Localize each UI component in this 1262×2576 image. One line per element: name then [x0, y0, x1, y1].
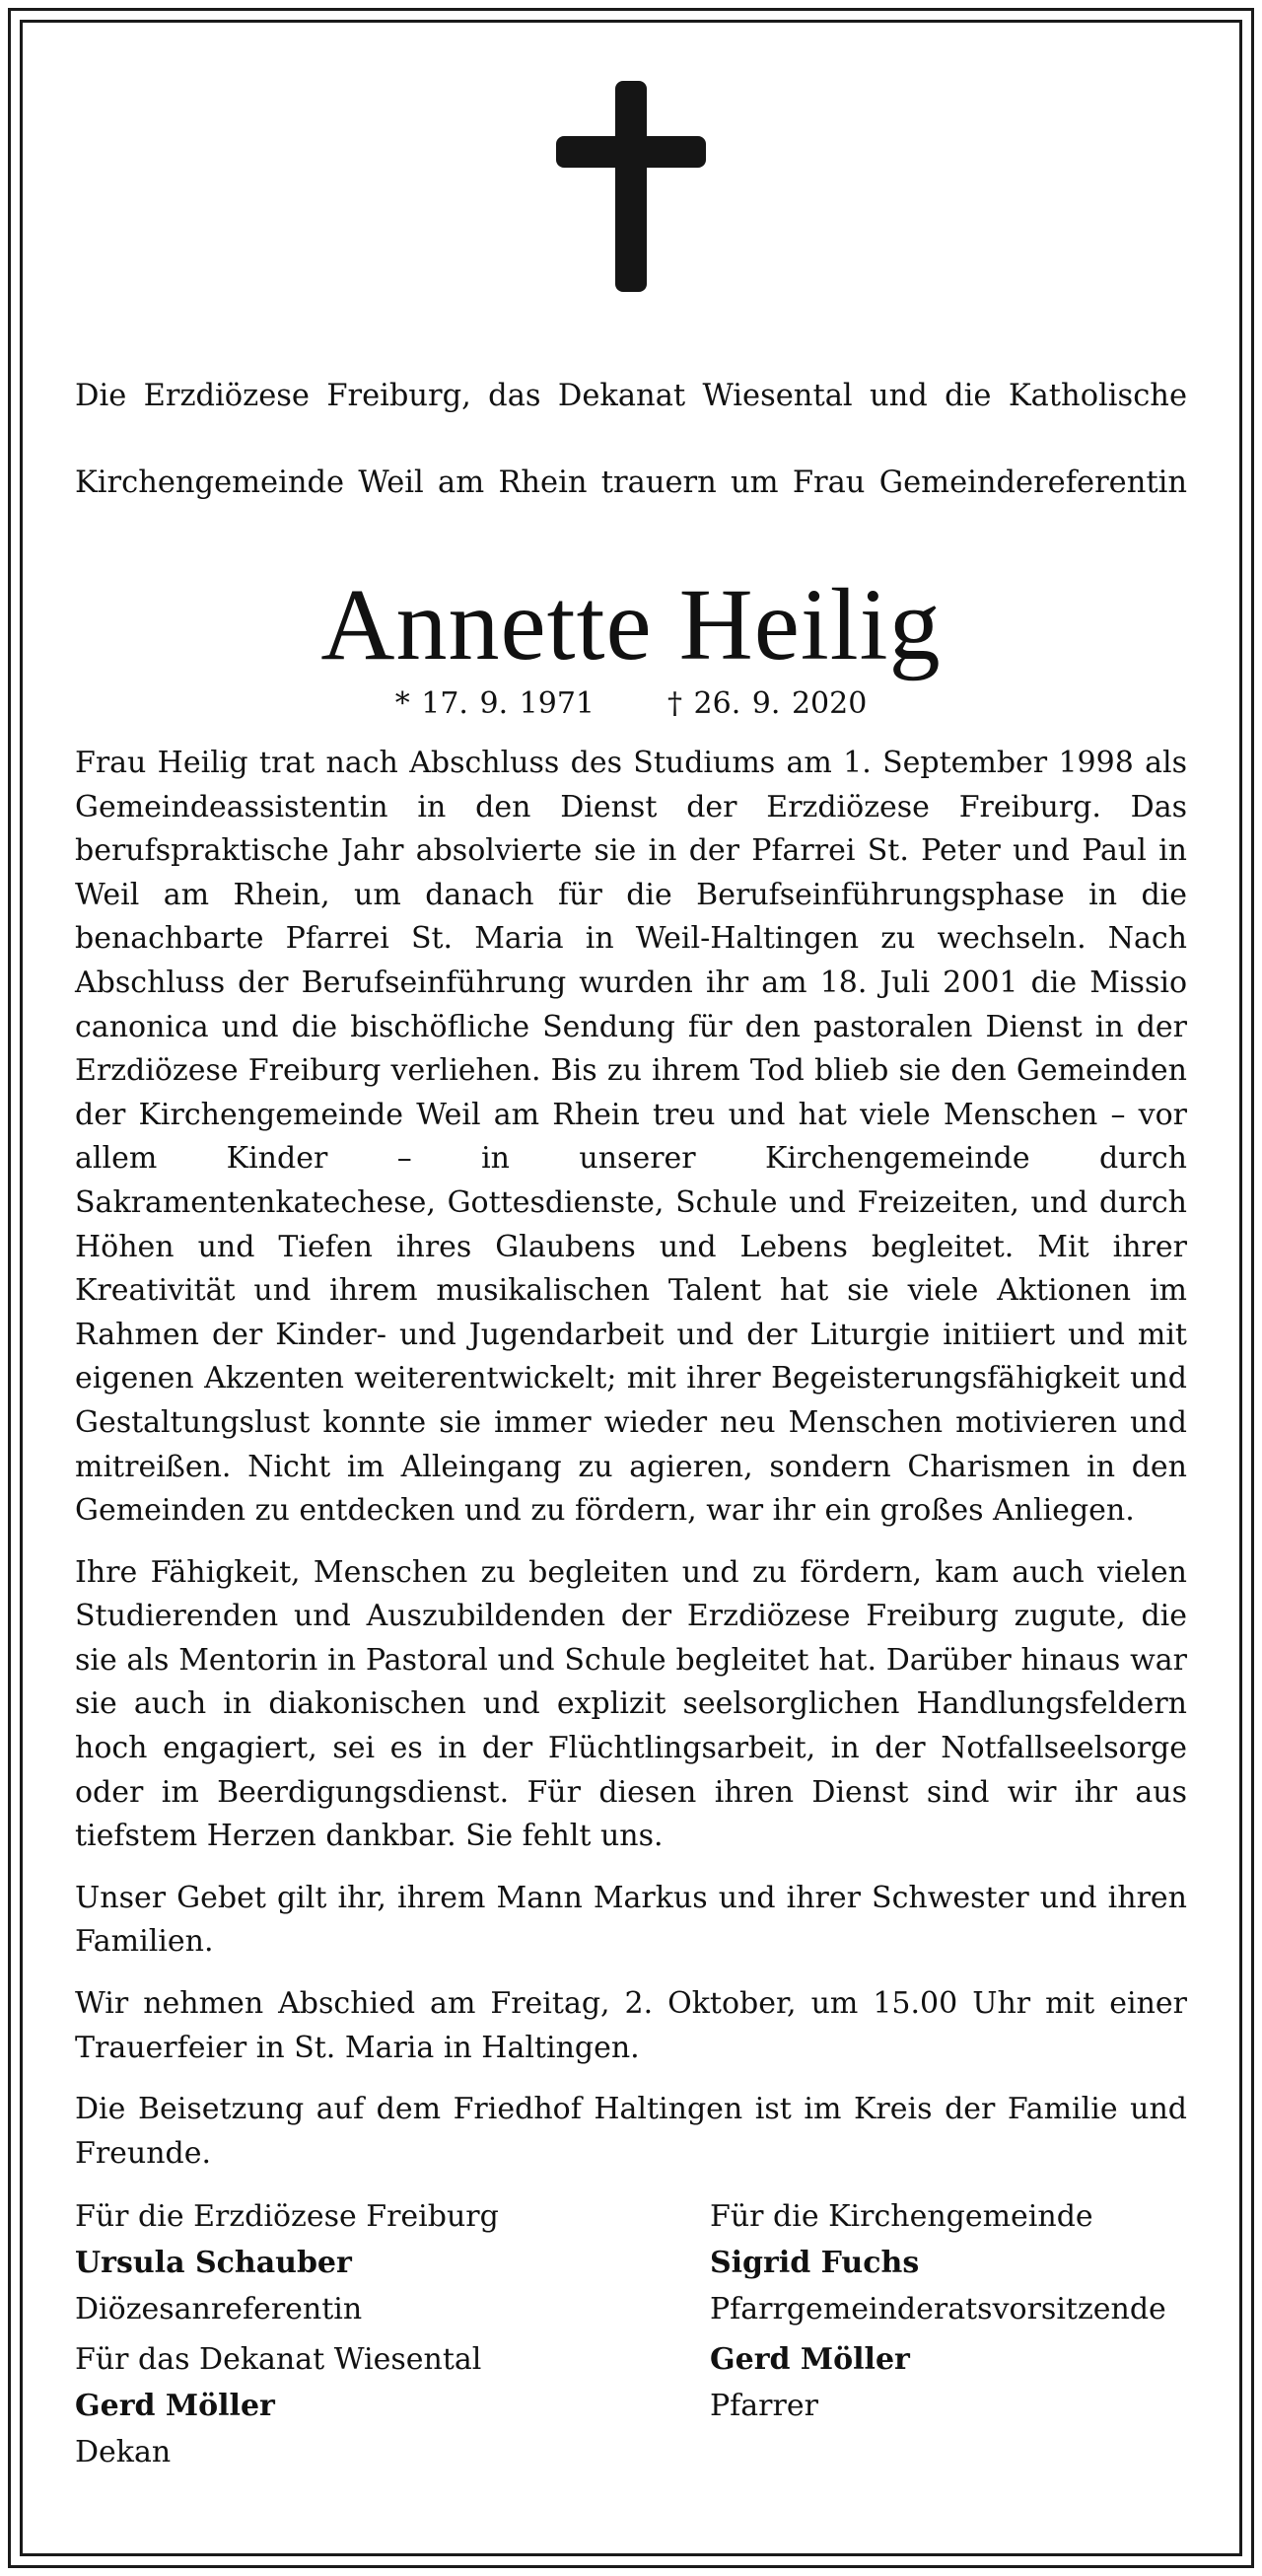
- signature-name: Gerd Möller: [75, 2389, 275, 2424]
- signature-name: Gerd Möller: [710, 2342, 910, 2378]
- paragraph-mentoring: Ihre Fähigkeit, Menschen zu begleiten und zu fördern, kam auch vielen Studierenden und Auszubildenden der Erzdiözese Freiburg zugute, die sie als Mentorin in Pastoral und Schule begleitet hat. Darüber hinaus war sie auch in diakonischen und explizit seelsorglichen Handlungsfeldern hoch engagiert, sei es in der Flüchtlingsarbeit, in der Notfallseelsorge oder im Beerdigungsdienst. Für diesen ihren Dienst sind wir ihr aus tiefstem Herzen dankbar. Sie fehlt uns.: [75, 1554, 1187, 1854]
- signature-group: [710, 2193, 1187, 2332]
- signature-role: Dekan: [75, 2435, 172, 2470]
- signature-group: [710, 2336, 1187, 2429]
- cross-vertical-bar: [615, 81, 647, 292]
- life-dates: [75, 684, 1187, 724]
- signature-group: [75, 2193, 710, 2332]
- signatures: [75, 2193, 1187, 2475]
- intro-line-2: Kirchengemeinde Weil am Rhein trauern um Frau Gemeindereferentin: [75, 465, 1187, 500]
- signature-org: Für das Dekanat Wiesental: [75, 2342, 482, 2378]
- signature-name: Sigrid Fuchs: [710, 2246, 920, 2281]
- paragraph-farewell: Wir nehmen Abschied am Freitag, 2. Oktober, um 15.00 Uhr mit einer Trauerfeier in St. Maria in Haltingen.: [75, 1986, 1187, 2065]
- obituary-content: [75, 331, 1187, 2475]
- signature-role: Pfarrgemeinderatsvorsitzende: [710, 2292, 1166, 2327]
- birth-date: * 17. 9. 1971: [394, 686, 595, 721]
- death-date: † 26. 9. 2020: [667, 686, 868, 721]
- intro-line-1: Die Erzdiözese Freiburg, das Dekanat Wiesental und die Katholische: [75, 379, 1187, 413]
- intro-text: [75, 331, 1187, 548]
- deceased-name: Annette Heilig: [320, 568, 942, 681]
- signature-org: Für die Kirchengemeinde: [710, 2199, 1093, 2235]
- paragraph-career: Frau Heilig trat nach Abschluss des Studiums am 1. September 1998 als Gemeindeassistentin in den Dienst der Erzdiözese Freiburg. Das berufspraktische Jahr absolvierte sie in der Pfarrei St. Peter und Paul in Weil am Rhein, um danach für die Berufseinführungsphase in die benachbarte Pfarrei St. Maria in Weil-Haltingen zu wechseln. Nach Abschluss der Berufseinführung wurden ihr am 18. Juli 2001 die Missio canonica und die bischöfliche Sendung für den pastoralen Dienst in der Erzdiözese Freiburg verliehen. Bis zu ihrem Tod blieb sie den Gemeinden der Kirchengemeinde Weil am Rhein treu und hat viele Menschen – vor allem Kinder – in unserer Kirchengemeinde durch Sakramentenkatechese, Gottesdienste, Schule und Freizeiten, und durch Höhen und Tiefen ihres Glaubens und Lebens begleitet. Mit ihrer Kreativität und ihrem musikalischen Talent hat sie viele Aktionen im Rahmen der Kinder- und Jugendarbeit und der Liturgie initiiert und mit eigenen Akzenten weiterentwickelt; mit ihrer Begeisterungsfähigkeit und Gestaltungslust konnte sie immer wieder neu Menschen motivieren und mitreißen. Nicht im Alleingang zu agieren, sondern Charismen in den Gemeinden zu entdecken und zu fördern, war ihr ein großes Anliegen.: [75, 746, 1187, 1529]
- signatures-right: [710, 2193, 1187, 2475]
- signature-org: Für die Erzdiözese Freiburg: [75, 2199, 499, 2235]
- signature-group: [75, 2336, 710, 2475]
- signature-name: Ursula Schauber: [75, 2246, 352, 2281]
- cross-icon: [556, 81, 706, 292]
- signatures-left: [75, 2193, 710, 2475]
- signature-role: Pfarrer: [710, 2389, 818, 2424]
- paragraph-prayer: Unser Gebet gilt ihr, ihrem Mann Markus und ihrer Schwester und ihren Familien.: [75, 1880, 1187, 1960]
- cross-horizontal-bar: [556, 136, 706, 168]
- signature-role: Diözesanreferentin: [75, 2292, 363, 2327]
- paragraph-burial: Die Beisetzung auf dem Friedhof Haltingen ist im Kreis der Familie und Freunde.: [75, 2092, 1187, 2171]
